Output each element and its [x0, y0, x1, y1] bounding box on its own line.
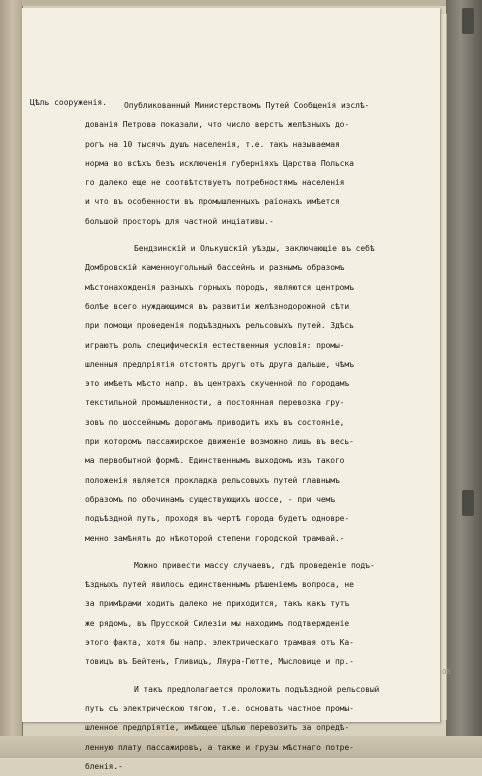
book-binding — [0, 0, 23, 758]
folder-clip-bottom — [462, 490, 474, 516]
folder-clip-top — [462, 8, 474, 34]
text-line: играютъ роль специфическія естественныя условія: промы- — [85, 340, 345, 350]
text-line: Домбровскій каменноугольный бассейнъ и разнымъ образомъ — [85, 263, 345, 273]
text-line: бленія.- — [85, 761, 123, 771]
text-line: Можно привести массу случаевъ, гдѣ проведеніе подъ- — [134, 560, 375, 570]
margin-heading: Цѣль сооруженія. — [30, 98, 108, 107]
text-line: шленное предпріятіе, имѣющее цѣлью перевозить за опредѣ- — [85, 723, 350, 733]
text-line: это имѣетъ мѣсто напр. въ центрахъ скученной по городамъ — [85, 379, 350, 389]
text-line: мѣстонахожденія разныхъ горныхъ породъ, являются центромъ — [85, 282, 354, 292]
text-line: текстильной промышленности, а постоянная перевозка гру- — [85, 398, 345, 408]
text-line: шленныя предпріятія отстоятъ другъ отъ друга дальше, чѣмъ — [85, 359, 354, 369]
text-line: при которомъ пассажирское движеніе возможно лишь въ весь- — [85, 437, 354, 447]
document-body-text — [34, 96, 452, 776]
text-line: положенія является прокладка рельсовыхъ путей главнымъ — [85, 475, 340, 485]
text-line: образомъ по обочинамъ существующихъ шоссе, - при чемъ — [85, 494, 335, 504]
edge-stamp: 08 — [442, 668, 451, 676]
text-line: ленную плату пассажировъ, а также и грузы мѣстнаго потре- — [85, 742, 354, 752]
text-line: товицъ въ Бейтенъ, Гливицъ, Ляура-Гютте, Мысловице и пр.- — [85, 657, 354, 667]
text-line: болѣе всего нуждающимся въ развитіи желѣзнодорожной сѣти — [85, 301, 350, 311]
text-line: подъѣздной путь, проходя въ чертѣ города будетъ одновре- — [85, 514, 350, 524]
text-line: дованія Петрова показали, что число верстъ желѣзныхъ до- — [85, 120, 350, 130]
text-line: рогъ на 10 тысячъ душъ населенія, т.е. такъ называемая — [85, 139, 340, 149]
cover-board-top — [22, 0, 446, 6]
text-line: Опубликованный Министерствомъ Путей Сообщенія изслѣ- — [124, 101, 370, 110]
text-line: за примѣрами ходить далеко не приходится, такъ какъ тутъ — [85, 599, 350, 609]
text-line: зовъ по шоссейнымъ дорогамъ приводитъ ихъ въ состояніе, — [85, 417, 345, 427]
text-line: путь съ электрическою тягою, т.е. основать частное промы- — [85, 703, 354, 713]
text-line: менно замѣнять до нѣкоторой степени городской трамвай.- — [85, 533, 345, 543]
text-line: Бендзинскій и Олькушскій уѣзды, заключающіе въ себѣ — [134, 244, 375, 254]
text-line: норма во всѣхъ безъ исключенія губерніяхъ Царства Польска — [85, 158, 354, 168]
text-line: при помощи проведенія подъѣздныхъ рельсовыхъ путей. Здѣсь — [85, 321, 354, 331]
text-line: и что въ особенности въ промышленныхъ раіонахъ имѣется — [85, 197, 340, 207]
text-line: большой просторъ для частной инціативы.- — [85, 216, 274, 226]
text-line: И такъ предполагается проложить подъѣздной рельсовый — [134, 684, 380, 694]
text-line: ма первобытной формѣ. Единственнымъ выходомъ изъ такого — [85, 456, 345, 466]
text-line: этого факта, хотя бы напр. электрическаго трамвая отъ Ка- — [85, 638, 354, 648]
text-line: ѣздныхъ путей явилось единственнымъ рѣшеніемъ вопроса, не — [85, 580, 354, 590]
text-line: же рядомъ, въ Прусской Силезіи мы находимъ подтвержденіе — [85, 618, 350, 628]
text-line: го далеко еще не соотвѣтствуетъ потребностямъ населенія — [85, 178, 345, 188]
document-page — [22, 8, 440, 771]
